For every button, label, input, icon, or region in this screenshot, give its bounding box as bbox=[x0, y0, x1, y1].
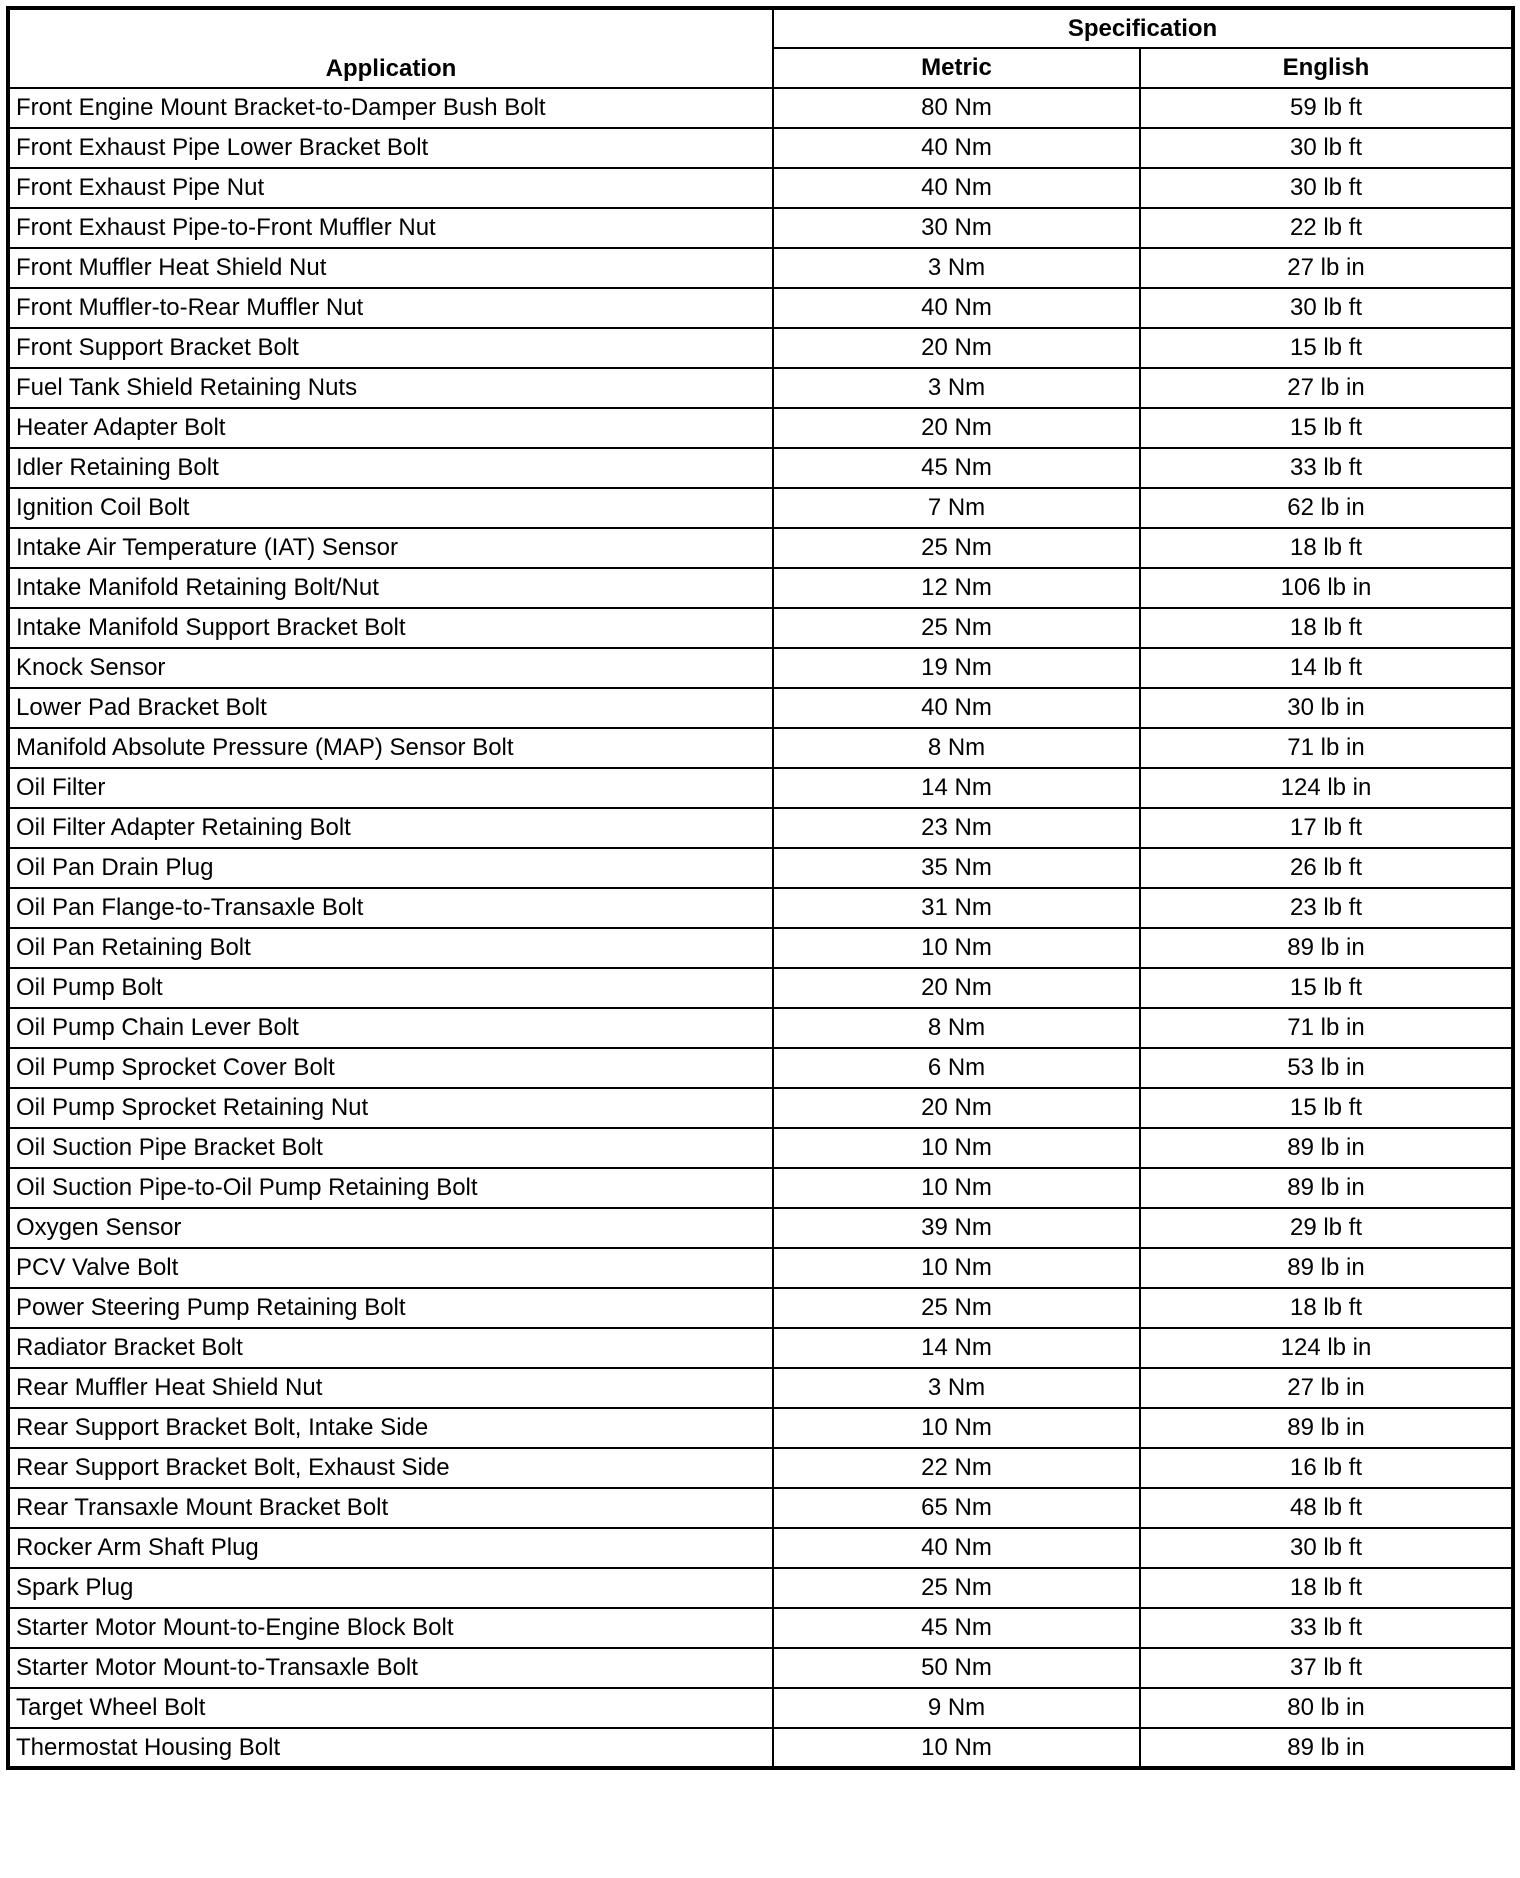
metric-cell: 40 Nm bbox=[773, 128, 1140, 168]
table-row bbox=[8, 88, 1513, 128]
table-row bbox=[8, 688, 1513, 728]
table-row bbox=[8, 1448, 1513, 1488]
metric-cell: 10 Nm bbox=[773, 1408, 1140, 1448]
table-row bbox=[8, 448, 1513, 488]
english-cell: 15 lb ft bbox=[1140, 408, 1513, 448]
application-cell: Lower Pad Bracket Bolt bbox=[8, 688, 773, 728]
application-cell: Intake Air Temperature (IAT) Sensor bbox=[8, 528, 773, 568]
metric-cell: 40 Nm bbox=[773, 288, 1140, 328]
table-row bbox=[8, 728, 1513, 768]
english-cell: 15 lb ft bbox=[1140, 968, 1513, 1008]
table-row bbox=[8, 848, 1513, 888]
english-cell: 33 lb ft bbox=[1140, 1608, 1513, 1648]
metric-cell: 14 Nm bbox=[773, 768, 1140, 808]
metric-cell: 40 Nm bbox=[773, 1528, 1140, 1568]
application-cell: Oil Pan Retaining Bolt bbox=[8, 928, 773, 968]
table-row bbox=[8, 808, 1513, 848]
metric-cell: 20 Nm bbox=[773, 328, 1140, 368]
metric-cell: 9 Nm bbox=[773, 1688, 1140, 1728]
application-cell: Front Exhaust Pipe-to-Front Muffler Nut bbox=[8, 208, 773, 248]
application-cell: Rear Muffler Heat Shield Nut bbox=[8, 1368, 773, 1408]
table-row bbox=[8, 768, 1513, 808]
english-cell: 62 lb in bbox=[1140, 488, 1513, 528]
metric-cell: 3 Nm bbox=[773, 368, 1140, 408]
table-row bbox=[8, 968, 1513, 1008]
metric-cell: 45 Nm bbox=[773, 1608, 1140, 1648]
header-metric: Metric bbox=[773, 48, 1140, 88]
table-row bbox=[8, 1488, 1513, 1528]
application-cell: Oil Pump Chain Lever Bolt bbox=[8, 1008, 773, 1048]
table-row bbox=[8, 528, 1513, 568]
metric-cell: 35 Nm bbox=[773, 848, 1140, 888]
english-cell: 18 lb ft bbox=[1140, 528, 1513, 568]
english-cell: 18 lb ft bbox=[1140, 1568, 1513, 1608]
metric-cell: 10 Nm bbox=[773, 1248, 1140, 1288]
application-cell: Idler Retaining Bolt bbox=[8, 448, 773, 488]
table-row bbox=[8, 1328, 1513, 1368]
table-row bbox=[8, 1008, 1513, 1048]
metric-cell: 19 Nm bbox=[773, 648, 1140, 688]
table-row bbox=[8, 1648, 1513, 1688]
english-cell: 106 lb in bbox=[1140, 568, 1513, 608]
table-row bbox=[8, 1168, 1513, 1208]
table-row bbox=[8, 1048, 1513, 1088]
english-cell: 18 lb ft bbox=[1140, 608, 1513, 648]
english-cell: 71 lb in bbox=[1140, 728, 1513, 768]
english-cell: 17 lb ft bbox=[1140, 808, 1513, 848]
table-row bbox=[8, 1208, 1513, 1248]
english-cell: 89 lb in bbox=[1140, 1728, 1513, 1768]
metric-cell: 40 Nm bbox=[773, 688, 1140, 728]
table-row bbox=[8, 1368, 1513, 1408]
metric-cell: 45 Nm bbox=[773, 448, 1140, 488]
english-cell: 27 lb in bbox=[1140, 368, 1513, 408]
english-cell: 89 lb in bbox=[1140, 1248, 1513, 1288]
english-cell: 59 lb ft bbox=[1140, 88, 1513, 128]
application-cell: Radiator Bracket Bolt bbox=[8, 1328, 773, 1368]
application-cell: Oil Pan Drain Plug bbox=[8, 848, 773, 888]
metric-cell: 10 Nm bbox=[773, 1128, 1140, 1168]
application-cell: Front Muffler-to-Rear Muffler Nut bbox=[8, 288, 773, 328]
application-cell: Manifold Absolute Pressure (MAP) Sensor Bolt bbox=[8, 728, 773, 768]
english-cell: 124 lb in bbox=[1140, 768, 1513, 808]
metric-cell: 39 Nm bbox=[773, 1208, 1140, 1248]
english-cell: 23 lb ft bbox=[1140, 888, 1513, 928]
metric-cell: 3 Nm bbox=[773, 1368, 1140, 1408]
table-row bbox=[8, 1528, 1513, 1568]
metric-cell: 8 Nm bbox=[773, 1008, 1140, 1048]
english-cell: 15 lb ft bbox=[1140, 328, 1513, 368]
application-cell: Front Muffler Heat Shield Nut bbox=[8, 248, 773, 288]
metric-cell: 31 Nm bbox=[773, 888, 1140, 928]
metric-cell: 20 Nm bbox=[773, 1088, 1140, 1128]
metric-cell: 7 Nm bbox=[773, 488, 1140, 528]
metric-cell: 10 Nm bbox=[773, 928, 1140, 968]
english-cell: 26 lb ft bbox=[1140, 848, 1513, 888]
english-cell: 48 lb ft bbox=[1140, 1488, 1513, 1528]
metric-cell: 80 Nm bbox=[773, 88, 1140, 128]
table-body bbox=[8, 88, 1513, 1768]
table-row bbox=[8, 1688, 1513, 1728]
metric-cell: 12 Nm bbox=[773, 568, 1140, 608]
application-cell: Oil Suction Pipe-to-Oil Pump Retaining Bolt bbox=[8, 1168, 773, 1208]
table-header bbox=[8, 8, 1513, 88]
header-english: English bbox=[1140, 48, 1513, 88]
table-row bbox=[8, 288, 1513, 328]
application-cell: Oil Suction Pipe Bracket Bolt bbox=[8, 1128, 773, 1168]
metric-cell: 25 Nm bbox=[773, 608, 1140, 648]
metric-cell: 6 Nm bbox=[773, 1048, 1140, 1088]
application-cell: Rear Support Bracket Bolt, Exhaust Side bbox=[8, 1448, 773, 1488]
english-cell: 89 lb in bbox=[1140, 1408, 1513, 1448]
application-cell: Oxygen Sensor bbox=[8, 1208, 773, 1248]
application-cell: Intake Manifold Retaining Bolt/Nut bbox=[8, 568, 773, 608]
table-row bbox=[8, 1288, 1513, 1328]
english-cell: 16 lb ft bbox=[1140, 1448, 1513, 1488]
english-cell: 18 lb ft bbox=[1140, 1288, 1513, 1328]
table-row bbox=[8, 488, 1513, 528]
application-cell: Oil Pump Sprocket Cover Bolt bbox=[8, 1048, 773, 1088]
metric-cell: 20 Nm bbox=[773, 408, 1140, 448]
header-application: Application bbox=[8, 8, 773, 88]
english-cell: 30 lb ft bbox=[1140, 1528, 1513, 1568]
application-cell: Oil Filter Adapter Retaining Bolt bbox=[8, 808, 773, 848]
application-cell: Thermostat Housing Bolt bbox=[8, 1728, 773, 1768]
application-cell: Rear Transaxle Mount Bracket Bolt bbox=[8, 1488, 773, 1528]
table-row bbox=[8, 608, 1513, 648]
english-cell: 15 lb ft bbox=[1140, 1088, 1513, 1128]
english-cell: 33 lb ft bbox=[1140, 448, 1513, 488]
english-cell: 89 lb in bbox=[1140, 1168, 1513, 1208]
english-cell: 124 lb in bbox=[1140, 1328, 1513, 1368]
metric-cell: 25 Nm bbox=[773, 528, 1140, 568]
metric-cell: 20 Nm bbox=[773, 968, 1140, 1008]
english-cell: 37 lb ft bbox=[1140, 1648, 1513, 1688]
table-row bbox=[8, 568, 1513, 608]
table-row bbox=[8, 208, 1513, 248]
english-cell: 89 lb in bbox=[1140, 928, 1513, 968]
english-cell: 71 lb in bbox=[1140, 1008, 1513, 1048]
metric-cell: 23 Nm bbox=[773, 808, 1140, 848]
metric-cell: 10 Nm bbox=[773, 1728, 1140, 1768]
application-cell: Oil Pump Bolt bbox=[8, 968, 773, 1008]
application-cell: Starter Motor Mount-to-Engine Block Bolt bbox=[8, 1608, 773, 1648]
english-cell: 22 lb ft bbox=[1140, 208, 1513, 248]
application-cell: PCV Valve Bolt bbox=[8, 1248, 773, 1288]
english-cell: 30 lb ft bbox=[1140, 128, 1513, 168]
application-cell: Fuel Tank Shield Retaining Nuts bbox=[8, 368, 773, 408]
table-row bbox=[8, 928, 1513, 968]
table-row bbox=[8, 1608, 1513, 1648]
english-cell: 80 lb in bbox=[1140, 1688, 1513, 1728]
application-cell: Intake Manifold Support Bracket Bolt bbox=[8, 608, 773, 648]
english-cell: 89 lb in bbox=[1140, 1128, 1513, 1168]
application-cell: Front Exhaust Pipe Nut bbox=[8, 168, 773, 208]
table-row bbox=[8, 1128, 1513, 1168]
torque-spec-table bbox=[6, 6, 1515, 1770]
table-row bbox=[8, 128, 1513, 168]
english-cell: 27 lb in bbox=[1140, 248, 1513, 288]
english-cell: 30 lb ft bbox=[1140, 168, 1513, 208]
table-row bbox=[8, 1248, 1513, 1288]
application-cell: Front Exhaust Pipe Lower Bracket Bolt bbox=[8, 128, 773, 168]
table-row bbox=[8, 888, 1513, 928]
metric-cell: 3 Nm bbox=[773, 248, 1140, 288]
application-cell: Oil Pan Flange-to-Transaxle Bolt bbox=[8, 888, 773, 928]
application-cell: Target Wheel Bolt bbox=[8, 1688, 773, 1728]
application-cell: Knock Sensor bbox=[8, 648, 773, 688]
application-cell: Rear Support Bracket Bolt, Intake Side bbox=[8, 1408, 773, 1448]
application-cell: Ignition Coil Bolt bbox=[8, 488, 773, 528]
english-cell: 27 lb in bbox=[1140, 1368, 1513, 1408]
metric-cell: 25 Nm bbox=[773, 1288, 1140, 1328]
english-cell: 53 lb in bbox=[1140, 1048, 1513, 1088]
metric-cell: 50 Nm bbox=[773, 1648, 1140, 1688]
table-row bbox=[8, 168, 1513, 208]
metric-cell: 40 Nm bbox=[773, 168, 1140, 208]
application-cell: Starter Motor Mount-to-Transaxle Bolt bbox=[8, 1648, 773, 1688]
table-row bbox=[8, 1408, 1513, 1448]
metric-cell: 8 Nm bbox=[773, 728, 1140, 768]
table-row bbox=[8, 408, 1513, 448]
application-cell: Oil Filter bbox=[8, 768, 773, 808]
metric-cell: 14 Nm bbox=[773, 1328, 1140, 1368]
metric-cell: 10 Nm bbox=[773, 1168, 1140, 1208]
metric-cell: 30 Nm bbox=[773, 208, 1140, 248]
table-row bbox=[8, 648, 1513, 688]
metric-cell: 22 Nm bbox=[773, 1448, 1140, 1488]
table-row bbox=[8, 1088, 1513, 1128]
metric-cell: 25 Nm bbox=[773, 1568, 1140, 1608]
header-specification: Specification bbox=[773, 8, 1513, 48]
english-cell: 30 lb in bbox=[1140, 688, 1513, 728]
application-cell: Rocker Arm Shaft Plug bbox=[8, 1528, 773, 1568]
english-cell: 30 lb ft bbox=[1140, 288, 1513, 328]
metric-cell: 65 Nm bbox=[773, 1488, 1140, 1528]
application-cell: Spark Plug bbox=[8, 1568, 773, 1608]
application-cell: Power Steering Pump Retaining Bolt bbox=[8, 1288, 773, 1328]
application-cell: Heater Adapter Bolt bbox=[8, 408, 773, 448]
application-cell: Oil Pump Sprocket Retaining Nut bbox=[8, 1088, 773, 1128]
table-row bbox=[8, 368, 1513, 408]
english-cell: 14 lb ft bbox=[1140, 648, 1513, 688]
table-row bbox=[8, 248, 1513, 288]
application-cell: Front Support Bracket Bolt bbox=[8, 328, 773, 368]
table-row bbox=[8, 1568, 1513, 1608]
application-cell: Front Engine Mount Bracket-to-Damper Bush Bolt bbox=[8, 88, 773, 128]
table-row bbox=[8, 1728, 1513, 1768]
english-cell: 29 lb ft bbox=[1140, 1208, 1513, 1248]
table-row bbox=[8, 328, 1513, 368]
